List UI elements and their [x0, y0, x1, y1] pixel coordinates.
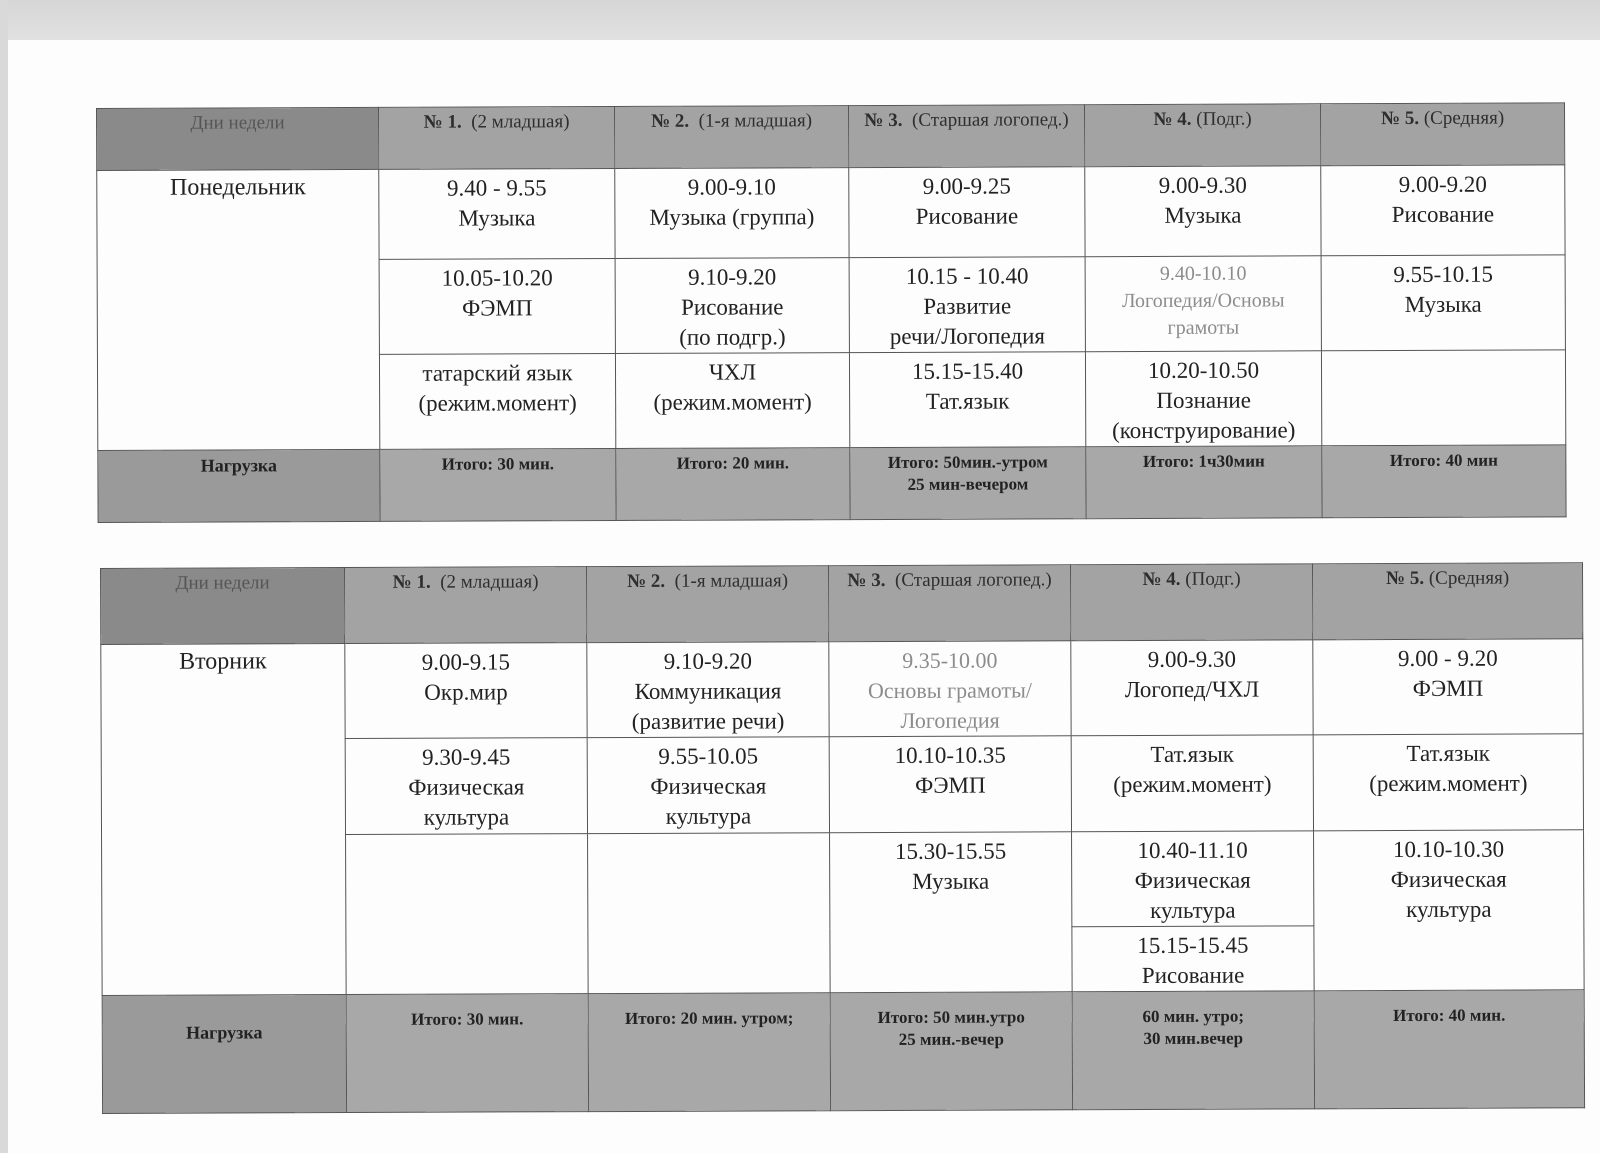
schedule-cell: 9.55-10.15 Музыка: [1321, 255, 1565, 351]
group-1-header: № 1. (2 младшая): [378, 107, 614, 170]
group-2-header: № 2. (1-я младшая): [586, 566, 828, 643]
schedule-cell: 9.40-10.10 Логопедия/Основы грамоты: [1085, 256, 1321, 352]
schedule-cell: 9.00-9.25 Рисование: [849, 167, 1085, 258]
day-label: Вторник: [101, 644, 346, 996]
schedule-cell: Тат.язык (режим.момент): [1313, 734, 1583, 831]
group-5-header: № 5. (Средняя): [1320, 103, 1564, 166]
schedule-cell: татарский язык (режим.момент): [379, 354, 615, 450]
group-4-header: № 4. (Подг.): [1084, 104, 1320, 167]
schedule-cell: 9.00-9.15 Окр.мир: [345, 643, 587, 739]
schedule-cell: 9.00-9.30 Логопед/ЧХЛ: [1071, 640, 1313, 736]
group-3-header: № 3. (Старшая логопед.): [848, 105, 1084, 168]
total-cell: 60 мин. утро; 30 мин.вечер: [1072, 991, 1314, 1110]
day-label: Понедельник: [97, 169, 380, 450]
days-of-week-header: Дни недели: [101, 568, 345, 645]
schedule-cell: 9.10-9.20 Рисование (по подгр.): [615, 258, 849, 354]
schedule-cell: 15.15-15.45 Рисование: [1072, 926, 1314, 992]
group-1-header: № 1. (2 младшая): [345, 567, 587, 644]
schedule-cell-empty: [1321, 350, 1565, 446]
group-5-header: № 5. (Средняя): [1312, 563, 1582, 640]
totals-row: [98, 445, 1566, 523]
monday-row-1: [97, 165, 1565, 261]
schedule-cell-empty: [588, 833, 831, 994]
schedule-cell: 9.00 - 9.20 ФЭМП: [1313, 639, 1583, 735]
schedule-cell: ЧХЛ (режим.момент): [615, 353, 849, 449]
schedule-cell: 9.00-9.20 Рисование: [1321, 165, 1565, 256]
schedule-cell: 10.10-10.30 Физическая культура: [1314, 830, 1585, 991]
schedule-cell: 9.55-10.05 Физическая культура: [587, 737, 829, 834]
tuesday-schedule-table: [100, 562, 1585, 1114]
total-cell: Итого: 40 мин: [1322, 445, 1566, 518]
scan-left-edge: [0, 0, 8, 1153]
header-row: [97, 103, 1565, 171]
group-2-header: № 2. (1-я младшая): [614, 106, 848, 169]
load-label: Нагрузка: [98, 449, 380, 522]
total-cell: Итого: 50 мин.утро 25 мин.-вечер: [830, 992, 1072, 1111]
days-of-week-header: Дни недели: [97, 107, 379, 170]
schedule-cell: 15.15-15.40 Тат.язык: [849, 352, 1085, 448]
total-cell: Итого: 1ч30мин: [1086, 446, 1322, 519]
tuesday-row-1: [101, 639, 1583, 740]
schedule-cell: 10.20-10.50 Познание (конструирование): [1085, 351, 1321, 447]
load-label: Нагрузка: [102, 995, 346, 1114]
schedule-cell: 9.40 - 9.55 Музыка: [379, 169, 615, 260]
monday-schedule-table: [96, 102, 1567, 523]
schedule-cell: 9.35-10.00 Основы грамоты/ Логопедия: [829, 641, 1071, 737]
schedule-cell: 9.00-9.30 Музыка: [1085, 166, 1321, 257]
schedule-cell: 9.10-9.20 Коммуникация (развитие речи): [587, 642, 829, 738]
total-cell: Итого: 50мин.-утром 25 мин-вечером: [850, 447, 1086, 520]
total-cell: Итого: 20 мин.: [616, 448, 850, 521]
schedule-cell: 10.15 - 10.40 Развитие речи/Логопедия: [849, 257, 1085, 353]
header-row: [101, 563, 1583, 645]
total-cell: Итого: 20 мин. утром;: [588, 993, 830, 1112]
total-cell: Итого: 30 мин.: [346, 994, 588, 1113]
schedule-cell: 10.05-10.20 ФЭМП: [379, 259, 615, 355]
total-cell: Итого: 30 мин.: [380, 449, 616, 522]
total-cell: Итого: 40 мин.: [1314, 990, 1584, 1109]
totals-row: [102, 990, 1584, 1114]
schedule-cell: 15.30-15.55 Музыка: [830, 832, 1073, 993]
group-4-header: № 4. (Подг.): [1070, 564, 1312, 641]
schedule-cell: 10.10-10.35 ФЭМП: [829, 736, 1071, 833]
schedule-cell: Тат.язык (режим.момент): [1071, 735, 1313, 832]
schedule-cell: 9.00-9.10 Музыка (группа): [615, 168, 849, 259]
schedule-cell: 9.30-9.45 Физическая культура: [345, 738, 587, 835]
group-3-header: № 3. (Старшая логопед.): [828, 565, 1070, 642]
schedule-cell-empty: [346, 834, 589, 995]
schedule-cell: 10.40-11.10 Физическая культура: [1072, 831, 1314, 927]
